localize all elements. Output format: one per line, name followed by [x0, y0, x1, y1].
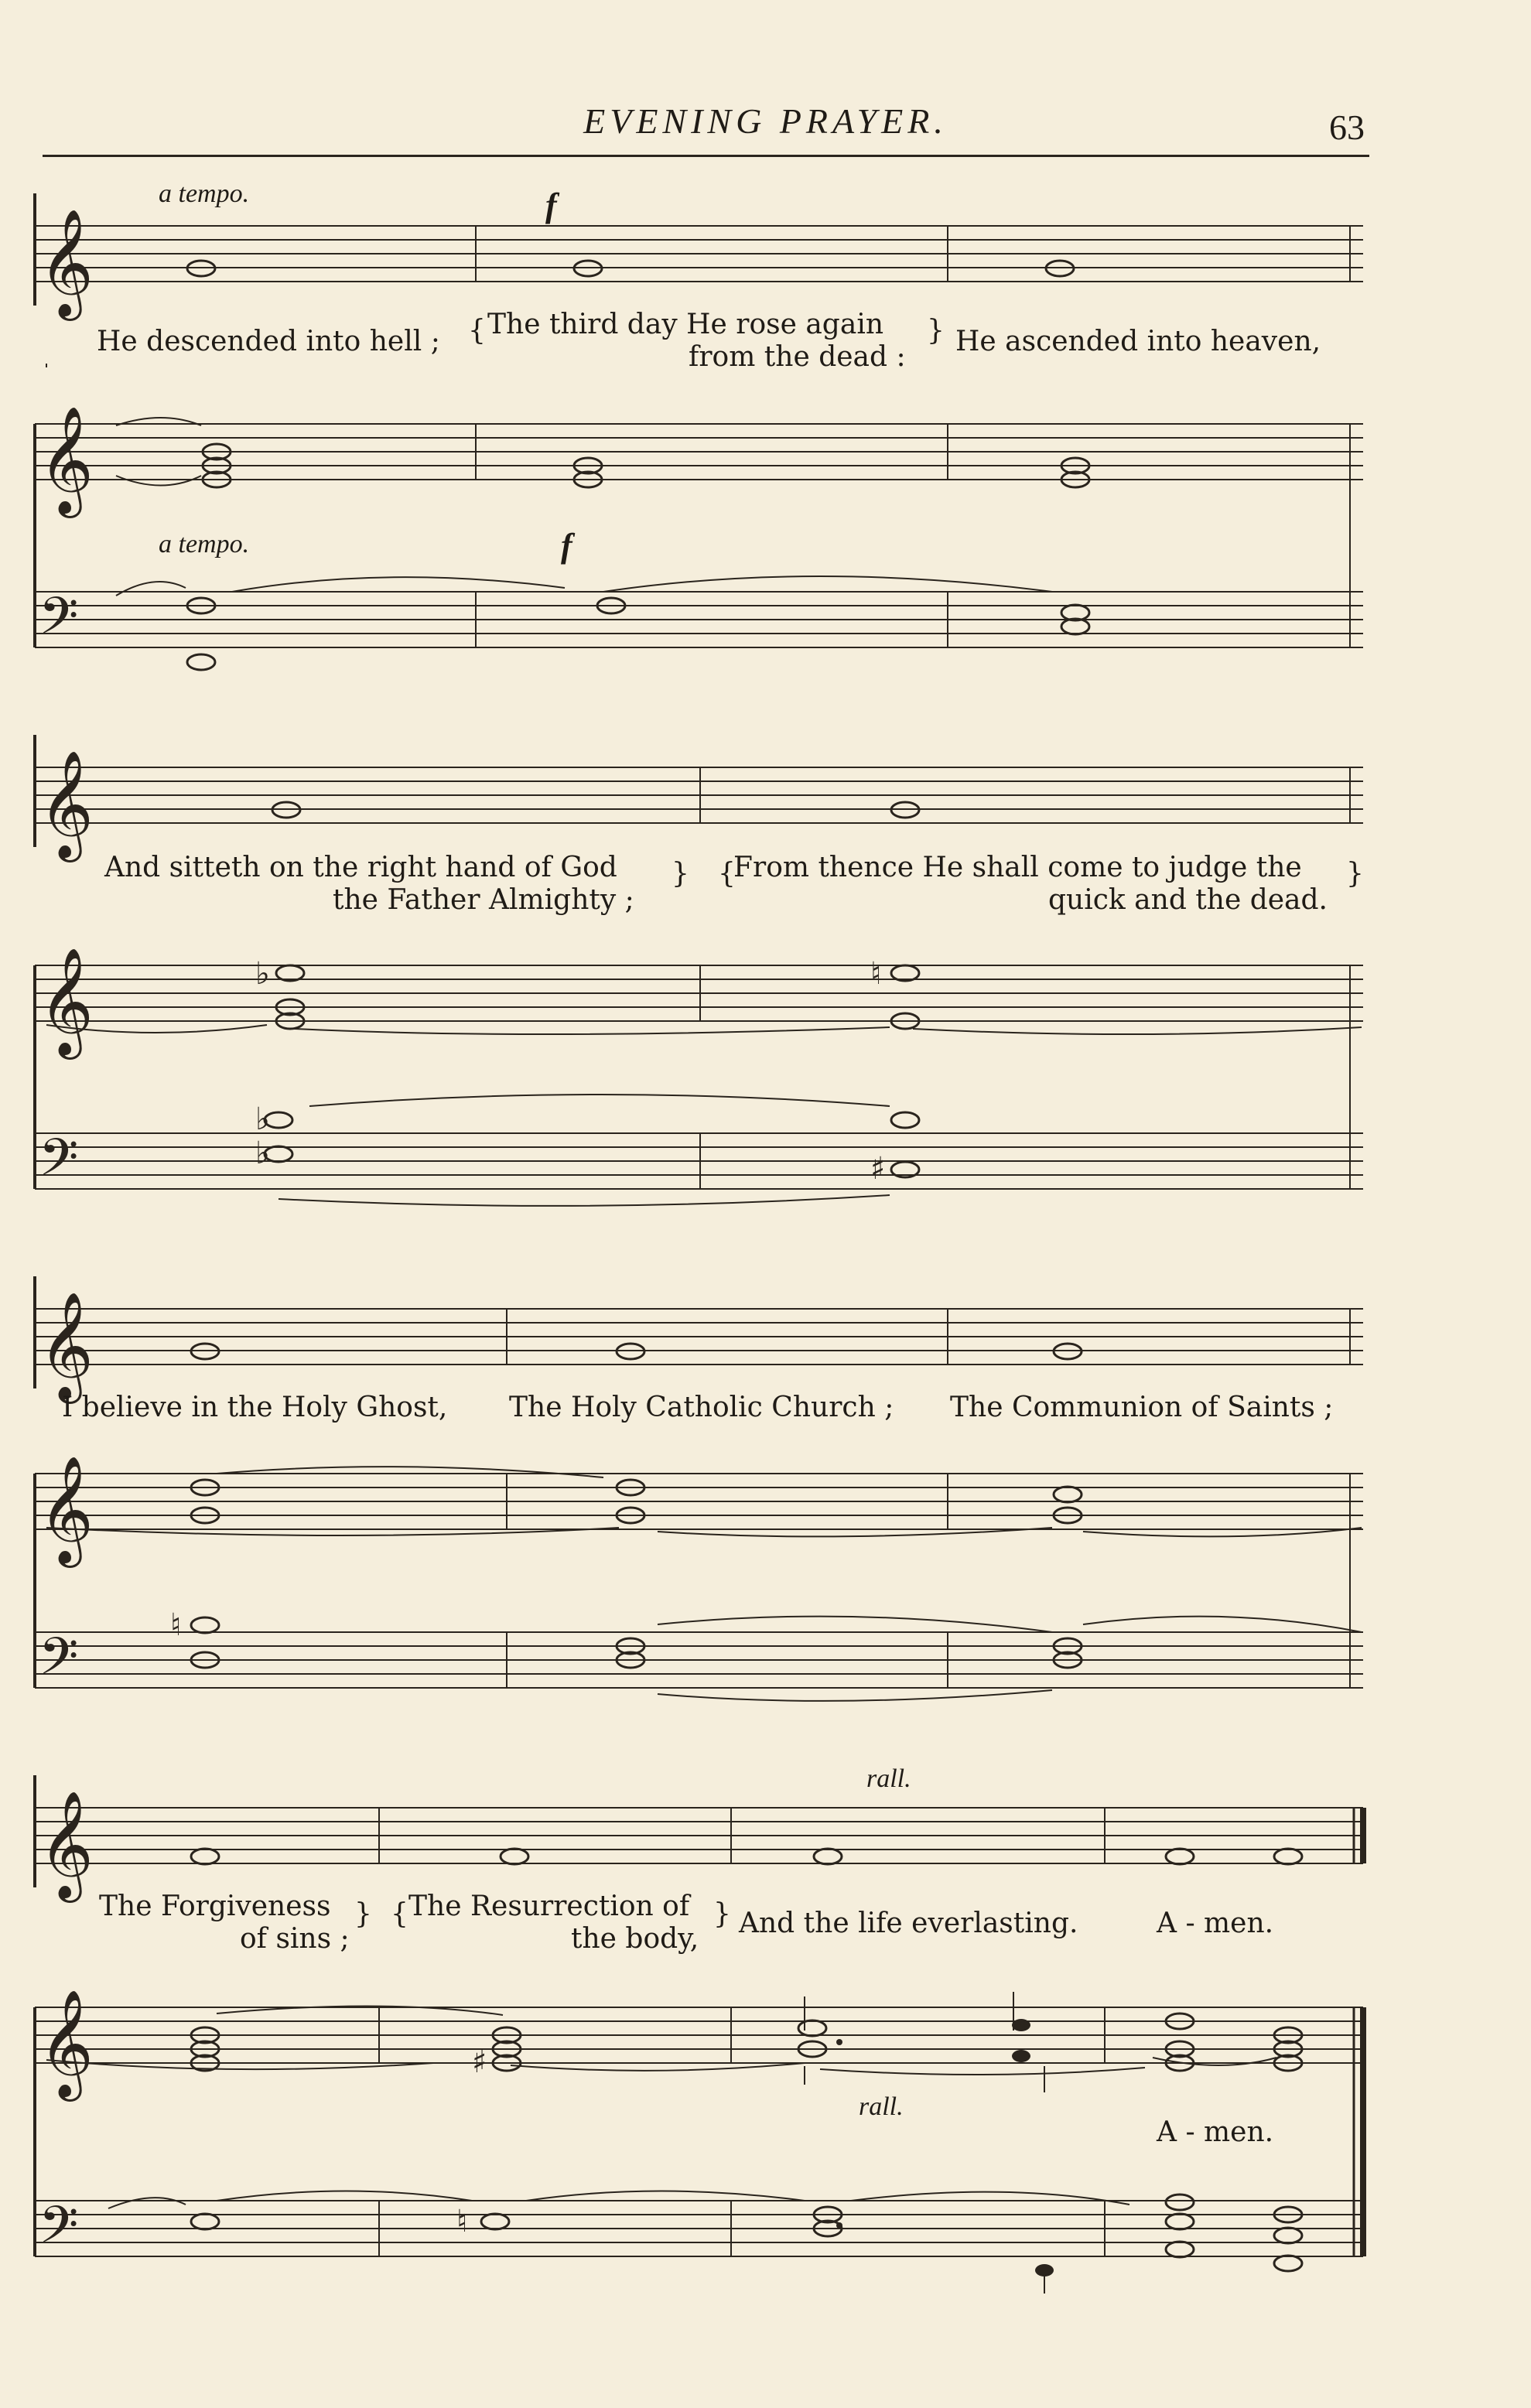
lyric: the Father Almighty ;	[333, 884, 634, 916]
lyric: the body,	[571, 1923, 699, 1955]
flat-icon: ♭	[255, 956, 270, 992]
lyric: And the life everlasting.	[739, 1908, 1078, 1939]
a-tempo-marking: a tempo.	[159, 179, 250, 208]
lyric-brace: }	[354, 1898, 372, 1930]
lyric-brace: {	[468, 315, 486, 347]
treble-clef-icon: 𝄞	[39, 1791, 94, 1898]
lyric-brace: }	[1346, 858, 1364, 890]
lyric: The Resurrection of	[408, 1891, 690, 1922]
system-3-notation	[0, 1253, 1531, 1779]
music-system-4	[0, 1752, 1531, 2294]
lyric-brace: {	[718, 858, 736, 890]
lyric-brace: }	[713, 1898, 731, 1930]
bass-clef-icon: 𝄢	[39, 1627, 79, 1699]
lyric: The Communion of Saints ;	[950, 1392, 1334, 1423]
lyric: of sins ;	[240, 1923, 350, 1955]
treble-clef-icon: 𝄞	[39, 948, 94, 1055]
bass-clef-icon: 𝄢	[39, 586, 79, 658]
sharp-icon: ♯	[870, 1151, 886, 1187]
bass-clef-icon: 𝄢	[39, 2195, 79, 2267]
lyric: quick and the dead.	[1048, 884, 1328, 916]
lyric: A - men.	[1157, 2116, 1274, 2148]
lyric: He descended into hell ;	[97, 326, 440, 357]
lyric: And sitteth on the right hand of God	[104, 852, 617, 883]
treble-clef-icon: 𝄞	[39, 1292, 94, 1399]
system-1-notation	[0, 170, 1531, 696]
natural-icon: ♮	[456, 2204, 468, 2239]
rall-marking: rall.	[866, 1764, 911, 1793]
lyric-brace: {	[391, 1898, 408, 1930]
rall-marking: rall.	[859, 2092, 904, 2121]
treble-clef-icon: 𝄞	[39, 1990, 94, 2097]
natural-icon: ♮	[170, 1607, 182, 1643]
running-head: EVENING PRAYER.	[583, 101, 948, 141]
sharp-icon: ♯	[472, 2044, 487, 2080]
lyric: The third day He rose again	[487, 309, 884, 340]
lyric: I believe in the Holy Ghost,	[62, 1392, 448, 1423]
page-number: 63	[1329, 108, 1365, 147]
music-system-2	[0, 712, 1531, 1253]
page-header	[0, 0, 1531, 155]
music-system-3	[0, 1253, 1531, 1795]
flat-icon: ♭	[255, 1136, 270, 1171]
natural-icon: ♮	[870, 956, 882, 992]
forte-marking: f	[545, 186, 557, 224]
lyric-brace: }	[672, 858, 689, 890]
system-2-notation	[0, 712, 1531, 1238]
lyric: The Holy Catholic Church ;	[509, 1392, 894, 1423]
bass-clef-icon: 𝄢	[39, 1128, 79, 1200]
a-tempo-marking: a tempo.	[159, 530, 250, 558]
system-4-notation	[0, 1752, 1531, 2309]
treble-clef-icon: 𝄞	[39, 209, 94, 316]
music-system-1	[0, 170, 1531, 712]
treble-clef-icon: 𝄞	[39, 750, 94, 858]
lyric: from the dead :	[689, 341, 906, 373]
lyric: A - men.	[1157, 1908, 1274, 1939]
lyric: He ascended into heaven,	[955, 326, 1321, 357]
forte-marking: f	[561, 527, 572, 565]
lyric: The Forgiveness	[99, 1891, 331, 1922]
treble-clef-icon: 𝄞	[39, 1456, 94, 1563]
treble-clef-icon: 𝄞	[39, 406, 94, 514]
header-rule	[43, 155, 1369, 157]
lyric: From thence He shall come to judge the	[733, 852, 1302, 883]
lyric-brace: }	[927, 315, 945, 347]
flat-icon: ♭	[255, 1102, 270, 1137]
